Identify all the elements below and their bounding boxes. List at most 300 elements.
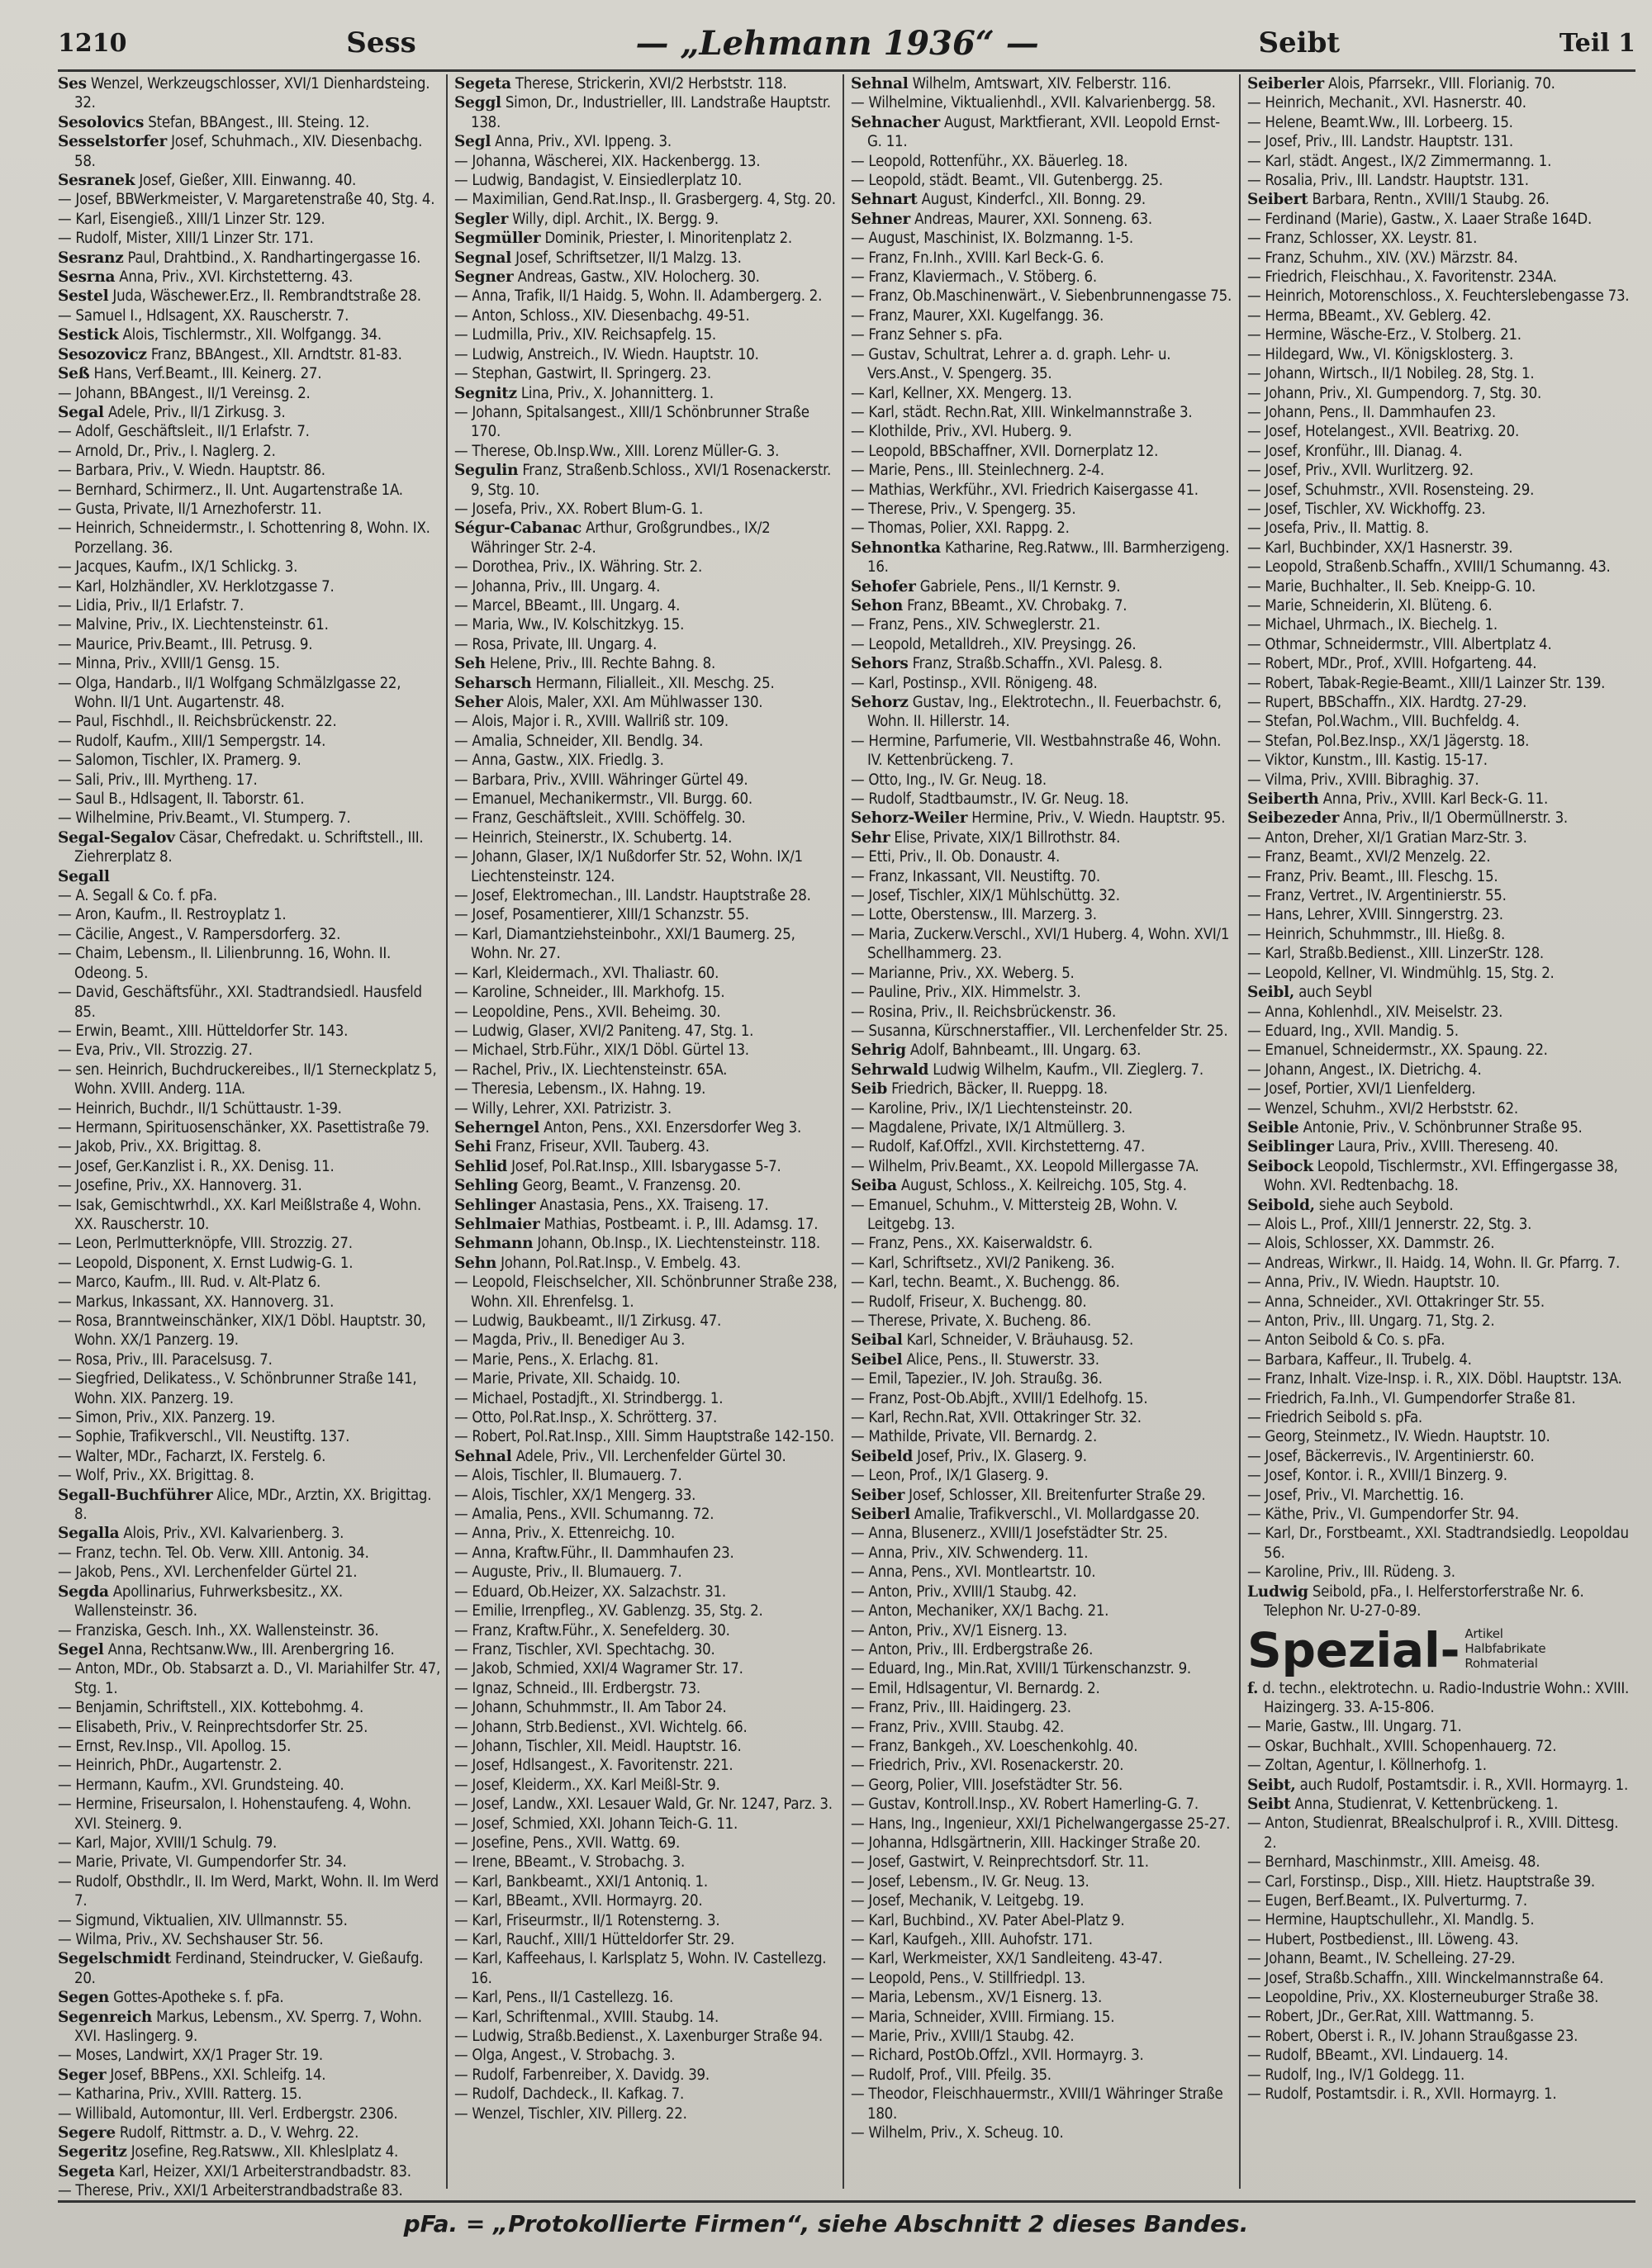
directory-entry: Sehn Johann, Pol.Rat.Insp., V. Embelg. 43.: [454, 1254, 741, 1272]
directory-entry: Segnal Josef, Schriftsetzer, II/1 Malzg. 13.: [454, 249, 742, 267]
directory-entry: — Eva, Priv., VII. Strozzig. 27.: [58, 1041, 253, 1060]
directory-entry: — Barbara, Kaffeur., II. Trubelg. 4.: [1247, 1350, 1472, 1369]
directory-entry: — Karl, Holzhändler, XV. Herklotzgasse 7.: [58, 577, 335, 595]
surname: Sehnal: [851, 75, 909, 93]
directory-entry: — Hermann, Spirituosenschänker, XX. Pasettistraße 79.: [58, 1118, 430, 1136]
directory-entry: — Anton, Priv., III. Erdbergstraße 26.: [851, 1640, 1094, 1658]
surname: Seharsch: [454, 674, 532, 692]
directory-entry: Sehmann Johann, Ob.Insp., IX. Liechtensteinstr. 118.: [454, 1235, 820, 1253]
directory-entry: — Jakob, Schmied, XXI/4 Wagramer Str. 17.: [454, 1660, 743, 1678]
directory-entry: Segelschmidt Ferdinand, Steindrucker, V. Gießaufg. 20.: [58, 1950, 424, 1987]
directory-entry: — Franz Sehner s. pFa.: [851, 326, 1003, 344]
directory-entry: — Johann, Priv., XI. Gumpendorg. 7, Stg. 30.: [1247, 384, 1542, 402]
directory-entry: — Heinrich, Steinerstr., IX. Schubertg. 14.: [454, 828, 733, 847]
directory-entry: — Marie, Gastw., III. Ungarg. 71.: [1247, 1718, 1462, 1736]
directory-entry: — Moses, Landwirt, XX/1 Prager Str. 19.: [58, 2047, 323, 2065]
directory-entry: — Sali, Priv., III. Myrtheng. 17.: [58, 771, 258, 789]
directory-entry: Segner Andreas, Gastw., XIV. Holocherg. 30.: [454, 268, 760, 287]
directory-entry: — Heinrich, PhDr., Augartenstr. 2.: [58, 1757, 282, 1775]
surname: Sehnontka: [851, 539, 941, 557]
surname: Ludwig: [1247, 1582, 1308, 1601]
surname: Seh: [454, 655, 486, 673]
surname: Seher: [454, 694, 503, 711]
directory-entry: — Josefa, Priv., II. Mattig. 8.: [1247, 520, 1429, 538]
directory-entry: — Hermine, Hauptschullehr., XI. Mandlg. 5.: [1247, 1911, 1535, 1929]
directory-entry: — Franz, techn. Tel. Ob. Verw. XIII. Antonig. 34.: [58, 1544, 369, 1562]
directory-entry: — Rupert, BBSchaffn., XIX. Hardtg. 27-29.: [1247, 694, 1527, 711]
surname: Sehn: [454, 1254, 497, 1272]
ad-subtext-line: Artikel: [1464, 1625, 1503, 1641]
surname: Seibt: [1247, 1795, 1291, 1813]
surname: Segeta: [454, 75, 511, 93]
directory-entry: — Aron, Kaufm., II. Restroyplatz 1.: [58, 906, 287, 924]
surname: Sesrna: [58, 268, 116, 287]
directory-entry: Segal Adele, Priv., II/1 Zirkusg. 3.: [58, 403, 286, 421]
directory-entry: — Josef, Tischler, XV. Wickhoffg. 23.: [1247, 500, 1486, 518]
directory-entry: — Anna, Pens., XVI. Montleartstr. 10.: [851, 1563, 1096, 1582]
surname: Sehnart: [851, 191, 918, 209]
directory-entry: — Carl, Forstinsp., Disp., XIII. Hietz. Hauptstraße 39.: [1247, 1872, 1595, 1891]
directory-entry: — Alois, Tischler, XX/1 Mengerg. 33.: [454, 1486, 696, 1504]
directory-entry: Seibal Karl, Schneider, V. Bräuhausg. 52.: [851, 1331, 1134, 1350]
surname: Sehrwald: [851, 1060, 929, 1079]
directory-entry: — Marie, Private, XII. Schaidg. 10.: [454, 1370, 681, 1388]
header-left-word: Sess: [346, 26, 416, 59]
directory-entry: Segl Anna, Priv., XVI. Ippeng. 3.: [454, 133, 672, 151]
page-header: [58, 18, 1635, 68]
surname: Sehner: [851, 210, 911, 228]
directory-entry: — Arnold, Dr., Priv., I. Naglerg. 2.: [58, 442, 276, 460]
directory-entry: Segen Gottes-Apotheke s. f. pFa.: [58, 1989, 284, 2007]
directory-entry: — Bernhard, Maschinmstr., XIII. Ameisg. 48.: [1247, 1853, 1540, 1872]
directory-entry: — Franz, Inkassant, VII. Neustiftg. 70.: [851, 867, 1100, 885]
directory-entry: Sestel Juda, Wäschewer.Erz., II. Rembrandtstraße 28.: [58, 287, 421, 306]
directory-entry: — Leopold, Disponent, X. Ernst Ludwig-G. 1.: [58, 1254, 354, 1272]
directory-entry: — Chaim, Lebensm., II. Lilienbrunng. 16, Wohn. II. Odeong. 5.: [58, 945, 392, 982]
directory-entry: Sehnart August, Kinderfcl., XII. Bonng. 29.: [851, 191, 1146, 209]
directory-entry: — Therese, Ob.Insp.Ww., XIII. Lorenz Müller-G. 3.: [454, 442, 780, 460]
directory-entry: — Karl, Straßb.Bedienst., XIII. LinzerStr. 128.: [1247, 945, 1544, 963]
directory-entry: — Erwin, Beamt., XIII. Hütteldorfer Str. 143.: [58, 1022, 349, 1040]
directory-entry: Segeta Karl, Heizer, XXI/1 Arbeiterstrandbadstr. 83.: [58, 2162, 411, 2180]
directory-entry: — Walter, MDr., Facharzt, IX. Ferstelg. 6.: [58, 1447, 326, 1465]
directory-entry: — Josefine, Pens., XVII. Wattg. 69.: [454, 1834, 680, 1852]
surname: Segall-Buchführer: [58, 1486, 213, 1504]
directory-entry: Seibel Alice, Pens., II. Stuwerstr. 33.: [851, 1350, 1099, 1369]
surname: Seibal: [851, 1331, 903, 1350]
directory-entry: — Emilie, Irrenpfleg., XV. Gablenzg. 35, Stg. 2.: [454, 1602, 763, 1620]
directory-entry: — Johann, Spitalsangest., XIII/1 Schönbrunner Straße 170.: [454, 403, 809, 441]
directory-entry: — Rudolf, Mister, XIII/1 Linzer Str. 171.: [58, 230, 314, 248]
directory-entry: — Etti, Priv., II. Ob. Donaustr. 4.: [851, 848, 1061, 866]
surname: Segenreich: [58, 2008, 153, 2026]
directory-entry: — Marie, Priv., XVIII/1 Staubg. 42.: [851, 2028, 1075, 2046]
surname: Segal-Segalov: [58, 828, 175, 847]
surname: Sehorz-Weiler: [851, 809, 968, 828]
directory-entry: — Heinrich, Schneidermstr., I. Schottenring 8, Wohn. IX. Porzellang. 36.: [58, 520, 430, 557]
directory-entry: Sehon Franz, BBeamt., XV. Chrobakg. 7.: [851, 596, 1127, 614]
directory-entry: — Friedrich, Fa.Inh., VI. Gumpendorfer Straße 81.: [1247, 1389, 1576, 1407]
directory-entry: — Josef, BBWerkmeister, V. Margaretenstraße 40, Stg. 4.: [58, 191, 435, 209]
directory-entry: — Josef, Tischler, XIX/1 Mühlschüttg. 32.: [851, 887, 1120, 905]
directory-entry: — Johann, Angest., IX. Dietrichg. 4.: [1247, 1060, 1482, 1079]
surname: Segeta: [58, 2162, 115, 2180]
directory-entry: — Karl, Kleidermach., XVI. Thaliastr. 60.: [454, 964, 719, 982]
directory-entry: Sesolovics Stefan, BBAngest., III. Steing. 12.: [58, 113, 370, 131]
directory-entry: — Franz, Klaviermach., V. Stöberg. 6.: [851, 268, 1097, 287]
directory-entry: Seh Helene, Priv., III. Rechte Bahng. 8.: [454, 655, 716, 673]
directory-entry: — Viktor, Kunstm., III. Kastig. 15-17.: [1247, 752, 1488, 770]
directory-entry: Seiblinger Laura, Priv., XVIII. Thereseng. 40.: [1247, 1138, 1559, 1156]
directory-entry: — Ferdinand (Marie), Gastw., X. Laaer Straße 164D.: [1247, 210, 1592, 228]
surname: Sehlid: [454, 1157, 508, 1175]
directory-entry: — Ludwig, Baukbeamt., II/1 Zirkusg. 47.: [454, 1312, 722, 1330]
directory-entry: — Marie, Pens., III. Steinlechnerg. 2-4.: [851, 462, 1104, 480]
directory-entry: Sehrwald Ludwig Wilhelm, Kaufm., VII. Zieglerg. 7.: [851, 1060, 1203, 1079]
directory-entry: — Anna, Trafik, II/1 Haidg. 5, Wohn. II. Adambergerg. 2.: [454, 287, 823, 306]
directory-entry: — Karl, Kellner, XX. Mengerg. 13.: [851, 384, 1072, 402]
directory-entry: — Josefa, Priv., XX. Robert Blum-G. 1.: [454, 500, 704, 518]
directory-entry: — Maximilian, Gend.Rat.Insp., II. Grasbergerg. 4, Stg. 20.: [454, 191, 836, 209]
directory-entry: Seiber Josef, Schlosser, XII. Breitenfurter Straße 29.: [851, 1486, 1206, 1504]
directory-entry: — Wilhelm, Priv.Beamt., XX. Leopold Millergasse 7A.: [851, 1157, 1199, 1175]
directory-entry: — Simon, Priv., XIX. Panzerg. 19.: [58, 1409, 276, 1427]
directory-entry: Sehling Georg, Beamt., V. Franzensg. 20.: [454, 1177, 741, 1195]
directory-entry: — Johann, BBAngest., II/1 Vereinsg. 2.: [58, 384, 311, 402]
directory-entry: Ségur-Cabanac Arthur, Großgrundbes., IX/2 Währinger Str. 2-4.: [454, 520, 771, 557]
directory-entry: — Katharina, Priv., XVIII. Ratterg. 15.: [58, 2085, 302, 2104]
directory-entry: Sehrig Adolf, Bahnbeamt., III. Ungarg. 63.: [851, 1041, 1142, 1060]
directory-entry: — Josef, Hdlsangest., X. Favoritenstr. 221.: [454, 1757, 733, 1775]
directory-entry: — Heinrich, Motorenschloss., X. Feuchterslebengasse 73.: [1247, 287, 1630, 306]
directory-entry: Seger Josef, BBPens., XXI. Schleifg. 14.: [58, 2066, 326, 2084]
directory-entry: — Karl, Dr., Forstbeamt., XXI. Stadtrandsiedlg. Leopoldau 56.: [1247, 1525, 1629, 1562]
directory-entry: Sehnal Adele, Priv., VII. Lerchenfelder Gürtel 30.: [454, 1447, 786, 1465]
directory-entry: — Anton Seibold & Co. s. pFa.: [1247, 1331, 1446, 1350]
directory-entry: — Michael, Strb.Führ., XIX/1 Döbl. Gürtel 13.: [454, 1041, 749, 1060]
directory-entry: — Johann, Wirtsch., II/1 Nobileg. 28, Stg. 1.: [1247, 365, 1535, 383]
surname: Seibl,: [1247, 984, 1295, 1002]
directory-entry: — Karoline, Priv., III. Rüdeng. 3.: [1247, 1563, 1455, 1582]
directory-entry: Sehner Andreas, Maurer, XXI. Sonneng. 63.: [851, 210, 1152, 228]
directory-entry: — Friedrich, Priv., XVI. Rosenackerstr. 20.: [851, 1757, 1124, 1775]
directory-entry: — Michael, Uhrmach., IX. Biechelg. 1.: [1247, 616, 1498, 634]
directory-entry: — Gustav, Schultrat, Lehrer a. d. graph. Lehr- u. Vers.Anst., V. Spengerg. 35.: [851, 345, 1171, 383]
directory-entry: Sehlmaier Mathias, Postbeamt. i. P., III. Adamsg. 17.: [454, 1215, 819, 1233]
directory-entry: Sehnal Wilhelm, Amtswart, XIV. Felberstr. 116.: [851, 75, 1171, 93]
directory-entry: — Leopold, Rottenführ., XX. Bäuerleg. 18.: [851, 152, 1128, 170]
directory-entry: — Karl, Schriftenmal., XVIII. Staubg. 14.: [454, 2008, 719, 2026]
surname: Segen: [58, 1989, 110, 2007]
directory-entry: Seibl, auch Seybl: [1247, 984, 1373, 1002]
directory-entry: f. d. techn., elektrotechn. u. Radio-Industrie Wohn.: XVIII. Haizingerg. 33. A-15-806.: [1247, 1679, 1630, 1716]
directory-entry: — Josef, Mechanik, V. Leitgebg. 19.: [851, 1892, 1085, 1910]
surname: Segnitz: [454, 384, 517, 402]
directory-entry: — Leopold, städt. Beamt., VII. Gutenbergg. 25.: [851, 172, 1163, 190]
directory-entry: — A. Segall & Co. f. pFa.: [58, 887, 217, 905]
directory-entry: — Ludwig, Bandagist, V. Einsiedlerplatz 10.: [454, 172, 742, 190]
directory-entry: — Eugen, Berf.Beamt., IX. Pulverturmg. 7.: [1247, 1891, 1527, 1910]
directory-entry: — Anton, Schloss., XIV. Diesenbachg. 49-51.: [454, 306, 750, 325]
directory-entry: Segmüller Dominik, Priester, I. Minoritenplatz 2.: [454, 230, 792, 248]
directory-entry: — Georg, Polier, VIII. Josefstädter Str. 56.: [851, 1776, 1123, 1794]
directory-entry: — Sophie, Trafikverschl., VII. Neustiftg. 137.: [58, 1428, 350, 1446]
surname: Sesozovicz: [58, 345, 147, 363]
directory-entry: Sehi Franz, Friseur, XVII. Tauberg. 43.: [454, 1138, 710, 1156]
directory-entry: — Franz, Ob.Maschinenwärt., V. Siebenbrunnengasse 75.: [851, 287, 1232, 306]
directory-entry: — Karl, Diamantziehsteinbohr., XXI/1 Baumerg. 25, Wohn. Nr. 27.: [454, 925, 795, 963]
directory-entry: Segeta Therese, Strickerin, XVI/2 Herbststr. 118.: [454, 75, 787, 93]
directory-entry: — Leopold, Fleischselcher, XII. Schönbrunner Straße 238, Wohn. XII. Ehrenfelsg. 1.: [454, 1274, 838, 1311]
directory-entry: — Emanuel, Schuhm., V. Mittersteig 2B, Wohn. V. Leitgebg. 13.: [851, 1196, 1178, 1233]
directory-entry: Ses Wenzel, Werkzeugschlosser, XVI/1 Dienhardsteing. 32.: [58, 75, 430, 112]
page-number: 1210: [58, 28, 127, 58]
directory-entry: — Franz, Kraftw.Führ., X. Senefelderg. 30.: [454, 1621, 730, 1639]
directory-entry: — Josefine, Priv., XX. Hannoverg. 31.: [58, 1177, 302, 1195]
directory-entry: — Johann, Schuhmmstr., II. Am Tabor 24.: [454, 1699, 727, 1717]
directory-entry: Seible Antonie, Priv., V. Schönbrunner Straße 95.: [1247, 1118, 1583, 1136]
directory-entry: — Robert, JDr., Ger.Rat, XIII. Wattmanng. 5.: [1247, 2008, 1535, 2026]
directory-entry: — Wilhelmine, Viktualienhdl., XVII. Kalvarienbergg. 58.: [851, 94, 1216, 112]
directory-entry: — Franz, Inhalt. Vize-Insp. i. R., XIX. Döbl. Hauptstr. 13A.: [1247, 1370, 1622, 1388]
page-footer: pFa. = „Protokollierte Firmen“, siehe Abschnitt 2 dieses Bandes.: [403, 2210, 1249, 2237]
directory-entry: — Stephan, Gastwirt, II. Springerg. 23.: [454, 365, 711, 383]
directory-entry: Seibt, auch Rudolf, Postamtsdir. i. R., XVII. Hormayrg. 1.: [1247, 1776, 1629, 1794]
directory-entry: — Magdalene, Private, IX/1 Altmüllerg. 3.: [851, 1118, 1126, 1136]
directory-entry: — Franz, Priv., XVIII. Staubg. 42.: [851, 1718, 1065, 1736]
directory-entry: — Franz, Beamt., XVI/2 Menzelg. 22.: [1247, 848, 1491, 866]
surname: Segelschmidt: [58, 1950, 172, 1968]
directory-entry: — Karl, techn. Beamt., X. Buchengg. 86.: [851, 1274, 1120, 1292]
directory-entry: — Karl, Buchbind., XV. Pater Abel-Platz 9.: [851, 1911, 1125, 1929]
directory-entry: — Maurice, Priv.Beamt., III. Petrusg. 9.: [58, 635, 313, 653]
directory-entry: — Marianne, Priv., XX. Weberg. 5.: [851, 964, 1075, 982]
directory-entry: — Josef, Lebensm., IV. Gr. Neug. 13.: [851, 1872, 1089, 1891]
directory-entry: — David, Geschäftsführ., XXI. Stadtrandsiedl. Hausfeld 85.: [58, 984, 422, 1021]
directory-entry: — Friedrich Seibold s. pFa.: [1247, 1409, 1422, 1427]
directory-entry: — Leon, Prof., IX/1 Glaserg. 9.: [851, 1467, 1049, 1485]
directory-entry: Sesranek Josef, Gießer, XIII. Einwanng. 40.: [58, 172, 357, 190]
surname: Segmüller: [454, 230, 541, 248]
directory-entry: Sehr Elise, Private, XIX/1 Billrothstr. 84.: [851, 828, 1121, 847]
directory-entry: — Josef, Elektromechan., III. Landstr. Hauptstraße 28.: [454, 887, 811, 905]
surname: Sehlinger: [454, 1196, 536, 1214]
directory-entry: Segall-Buchführer Alice, MDr., Arztin, XX. Brigittag. 8.: [58, 1486, 432, 1524]
directory-entry: — Franz, Pens., XIV. Schweglerstr. 21.: [851, 616, 1100, 634]
directory-entry: — Anton, Mechaniker, XX/1 Bachg. 21.: [851, 1602, 1109, 1620]
directory-entry: — Marie, Pens., X. Erlachg. 81.: [454, 1350, 659, 1369]
directory-entry: — Sigmund, Viktualien, XIV. Ullmannstr. 55.: [58, 1911, 348, 1929]
columns-container: [58, 74, 1635, 2200]
directory-entry: — Johann, Pens., II. Dammhaufen 23.: [1247, 403, 1496, 421]
directory-entry: — Alois L., Prof., XIII/1 Jennerstr. 22, Stg. 3.: [1247, 1215, 1532, 1233]
surname: Sehorz: [851, 694, 909, 711]
directory-entry: — Therese, Private, X. Bucheng. 86.: [851, 1312, 1091, 1330]
directory-entry: — Johanna, Hdlsgärtnerin, XIII. Hackinger Straße 20.: [851, 1834, 1201, 1852]
directory-entry: — Jacques, Kaufm., IX/1 Schlickg. 3.: [58, 558, 298, 576]
directory-entry: — Emanuel, Mechanikermstr., VII. Burgg. 60.: [454, 790, 752, 809]
directory-entry: — Anton, MDr., Ob. Stabsarzt a. D., VI. Mariahilfer Str. 47, Stg. 1.: [58, 1660, 441, 1697]
directory-entry: — Leon, Perlmutterknöpfe, VIII. Strozzig. 27.: [58, 1235, 353, 1253]
surname: Segl: [454, 133, 491, 151]
directory-entry: — Johann, Tischler, XII. Meidl. Hauptstr. 16.: [454, 1737, 742, 1755]
column-4: [1247, 74, 1635, 2189]
directory-entry: — Anna, Kohlenhdl., XIV. Meiselstr. 23.: [1247, 1003, 1503, 1021]
directory-entry: — Wilhelm, Priv., X. Scheug. 10.: [851, 2124, 1064, 2142]
directory-entry: — Siegfried, Delikatess., V. Schönbrunner Straße 141, Wohn. XIX. Panzerg. 19.: [58, 1370, 417, 1407]
directory-entry: — Maria, Zuckerw.Verschl., XVI/1 Huberg. 4, Wohn. XVI/1 Schellhammerg. 23.: [851, 925, 1230, 963]
surname: Seiberler: [1247, 75, 1324, 93]
directory-entry: — Maria, Lebensm., XV/1 Eisnerg. 13.: [851, 1989, 1102, 2007]
directory-entry: — Karl, Kaffeehaus, I. Karlsplatz 5, Wohn. IV. Castellezg. 16.: [454, 1950, 827, 1987]
directory-entry: — Robert, MDr., Prof., XVIII. Hofgarteng. 44.: [1247, 655, 1537, 673]
directory-entry: — Josef, Landw., XXI. Lesauer Wald, Gr. Nr. 1247, Parz. 3.: [454, 1796, 833, 1814]
directory-entry: — Anna, Blusenerz., XVIII/1 Josefstädter Str. 25.: [851, 1525, 1168, 1543]
directory-entry: Segda Apollinarius, Fuhrwerksbesitz., XX. Wallensteinstr. 36.: [58, 1582, 343, 1620]
directory-entry: — Irene, BBeamt., V. Strobachg. 3.: [454, 1853, 685, 1872]
surname: Seß: [58, 365, 90, 383]
directory-entry: — Mathias, Werkführ., XVI. Friedrich Kaisergasse 41.: [851, 481, 1199, 499]
directory-entry: — Minna, Priv., XVIII/1 Gensg. 15.: [58, 655, 280, 673]
directory-entry: — Franz, Maurer, XXI. Kugelfangg. 36.: [851, 306, 1104, 325]
directory-entry: Segel Anna, Rechtsanw.Ww., III. Arenbergring 16.: [58, 1640, 395, 1658]
surname: Segnal: [454, 249, 512, 267]
directory-entry: — Leopold, Pens., V. Stillfriedpl. 13.: [851, 1969, 1085, 1987]
surname: Seibeld: [851, 1447, 914, 1465]
directory-entry: — Johann, Beamt., IV. Schelleing. 27-29.: [1247, 1950, 1516, 1968]
surname: Sehr: [851, 828, 890, 847]
directory-entry: — Karl, BBeamt., XVII. Hormayrg. 20.: [454, 1892, 703, 1910]
surname: Seherngel: [454, 1118, 540, 1136]
directory-entry: — Susanna, Kürschnerstaffier., VII. Lerchenfelder Str. 25.: [851, 1022, 1228, 1040]
directory-entry: — Eduard, Ob.Heizer, XX. Salzachstr. 31.: [454, 1582, 726, 1601]
surname: Seiblinger: [1247, 1138, 1334, 1156]
directory-entry: — Wilhelmine, Priv.Beamt., VI. Stumperg. 7.: [58, 809, 351, 828]
directory-entry: — August, Maschinist, IX. Bolzmanng. 1-5.: [851, 230, 1133, 248]
column-3: [851, 74, 1241, 2189]
surname: Sehnacher: [851, 113, 941, 131]
directory-entry: — Robert, Oberst i. R., IV. Johann Straußgasse 23.: [1247, 2027, 1578, 2045]
directory-entry: — Josef, Straßb.Schaffn., XIII. Winckelmannstraße 64.: [1247, 1969, 1604, 1987]
directory-entry: — Saul B., Hdlsagent, II. Taborstr. 61.: [58, 790, 305, 809]
directory-entry: — Ludmilla, Priv., XIV. Reichsapfelg. 15.: [454, 326, 716, 344]
directory-entry: Seib Friedrich, Bäcker, II. Rueppg. 18.: [851, 1080, 1108, 1098]
directory-entry: Sehofer Gabriele, Pens., II/1 Kernstr. 9.: [851, 577, 1121, 595]
surname: Segel: [58, 1640, 104, 1658]
directory-entry: — Franz, Fn.Inh., XVIII. Karl Beck-G. 6.: [851, 249, 1104, 267]
directory-entry: — Marie, Private, VI. Gumpendorfer Str. 34.: [58, 1853, 347, 1872]
directory-entry: — Rudolf, Obsthdlr., II. Im Werd, Markt, Wohn. II. Im Werd 7.: [58, 1872, 439, 1910]
directory-entry: Sehorz-Weiler Hermine, Priv., V. Wiedn. Hauptstr. 95.: [851, 809, 1226, 828]
directory-entry: — Karl, Postinsp., XVII. Rönigeng. 48.: [851, 674, 1098, 692]
directory-entry: — Stefan, Pol.Wachm., VIII. Buchfeldg. 4.: [1247, 713, 1520, 731]
directory-entry: — Elisabeth, Priv., V. Reinprechtsdorfer Str. 25.: [58, 1718, 368, 1736]
directory-entry: — Hermine, Parfumerie, VII. Westbahnstraße 46, Wohn. IV. Kettenbrückeng. 7.: [851, 732, 1222, 770]
directory-entry: — Karl, Kaufgeh., XIII. Auhofstr. 171.: [851, 1931, 1093, 1948]
directory-entry: Sesselstorfer Josef, Schuhmach., XIV. Diesenbachg. 58.: [58, 133, 423, 170]
directory-entry: Sesozovicz Franz, BBAngest., XII. Arndtstr. 81-83.: [58, 345, 402, 363]
directory-entry: — Anna, Priv., X. Ettenreichg. 10.: [454, 1525, 676, 1543]
directory-entry: — Josef, Kronführ., III. Dianag. 4.: [1247, 442, 1463, 460]
directory-entry: — Robert, Tabak-Regie-Beamt., XIII/1 Lainzer Str. 139.: [1247, 674, 1606, 692]
directory-entry: Sesrna Anna, Priv., XVI. Kirchstetterng. 43.: [58, 268, 354, 287]
surname: Segall: [58, 867, 110, 885]
surname: Seggl: [454, 94, 501, 112]
surname: Seib: [851, 1080, 888, 1098]
directory-entry: Sestick Alois, Tischlermstr., XII. Wolfgangg. 34.: [58, 326, 382, 344]
surname: Sehlmaier: [454, 1215, 540, 1233]
directory-entry: — Franz, Schuhm., XIV. (XV.) Märzstr. 84.: [1247, 249, 1518, 267]
directory-entry: — Rosalia, Priv., III. Landstr. Hauptstr. 131.: [1247, 172, 1529, 190]
directory-entry: — Leopold, Metalldreh., XIV. Preysingg. 26.: [851, 635, 1137, 653]
directory-entry: — Samuel I., Hdlsagent, XX. Rauscherstr. 7.: [58, 306, 349, 325]
directory-entry: — Isak, Gemischtwrhdl., XX. Karl Meißlstraße 4, Wohn. XX. Rauscherstr. 10.: [58, 1196, 421, 1233]
directory-entry: — Emanuel, Schneidermstr., XX. Spaung. 22.: [1247, 1041, 1548, 1060]
directory-entry: — Eduard, Ing., XVII. Mandig. 5.: [1247, 1022, 1459, 1040]
surname: Segere: [58, 2124, 116, 2142]
directory-entry: — Mathilde, Private, VII. Bernardg. 2.: [851, 1428, 1098, 1446]
directory-entry: — Dorothea, Priv., IX. Währing. Str. 2.: [454, 558, 703, 576]
directory-entry: — Rosa, Private, III. Ungarg. 4.: [454, 635, 657, 653]
directory-entry: — Maria, Ww., IV. Kolschitzkyg. 15.: [454, 616, 685, 634]
directory-entry: — Karl, Eisengieß., XIII/1 Linzer Str. 129.: [58, 210, 325, 228]
directory-entry: — Franziska, Gesch. Inh., XX. Wallensteinstr. 36.: [58, 1621, 379, 1639]
directory-entry: — Therese, Priv., XXI/1 Arbeiterstrandbadstraße 83.: [58, 2182, 403, 2200]
directory-entry: — Gustav, Kontroll.Insp., XV. Robert Hamerling-G. 7.: [851, 1796, 1199, 1814]
directory-entry: — Rosa, Priv., III. Paracelsusg. 7.: [58, 1350, 273, 1369]
surname: Ségur-Cabanac: [454, 520, 582, 538]
footer-rule: [58, 2200, 1635, 2203]
directory-entry: — Marco, Kaufm., III. Rud. v. Alt-Platz 6.: [58, 1274, 321, 1292]
directory-entry: Seiberl Amalie, Trafikverschl., VI. Mollardgasse 20.: [851, 1506, 1200, 1524]
directory-entry: Seherngel Anton, Pens., XXI. Enzersdorfer Weg 3.: [454, 1118, 802, 1136]
directory-entry: — Hubert, Postbedienst., III. Löweng. 43.: [1247, 1930, 1519, 1948]
directory-entry: [58, 867, 441, 886]
directory-entry: — Heinrich, Schuhmmstr., III. Hießg. 8.: [1247, 925, 1506, 943]
directory-entry: Sehors Franz, Straßb.Schaffn., XVI. Palesg. 8.: [851, 655, 1163, 673]
directory-entry: — Rudolf, Friseur, X. Buchengg. 80.: [851, 1293, 1087, 1311]
directory-entry: — Johann, Strb.Bedienst., XVI. Wichtelg. 66.: [454, 1718, 748, 1736]
header-right-word: Seibt: [1258, 26, 1341, 59]
directory-entry: — Salomon, Tischler, IX. Pramerg. 9.: [58, 752, 301, 770]
directory-entry: — Rudolf, Postamtsdir. i. R., XVII. Hormayrg. 1.: [1247, 2085, 1557, 2104]
surname: Sehrig: [851, 1041, 906, 1060]
directory-entry: — Heinrich, Mechanit., XVI. Hasnerstr. 40.: [1247, 94, 1526, 112]
directory-entry: — Alois, Tischler, II. Blumauerg. 7.: [454, 1467, 682, 1485]
surname: Seibel: [851, 1350, 903, 1369]
directory-entry: Seiba August, Schloss., X. Keilreichg. 105, Stg. 4.: [851, 1177, 1187, 1195]
directory-entry: — Auguste, Priv., II. Blumauerg. 7.: [454, 1563, 682, 1582]
directory-entry: — Hans, Ing., Ingenieur, XXI/1 Pichelwangergasse 25-27.: [851, 1815, 1231, 1833]
directory-entry: — Amalia, Pens., XVII. Schumanng. 72.: [454, 1506, 714, 1524]
directory-entry: Seibeld Josef, Priv., IX. Glaserg. 9.: [851, 1447, 1087, 1465]
surname: Seger: [58, 2066, 107, 2084]
directory-entry: — Hermine, Wäsche-Erz., V. Stolberg. 21.: [1247, 326, 1521, 344]
directory-entry: — Bernhard, Schirmerz., II. Unt. Augartenstraße 1A.: [58, 481, 403, 499]
surname: Segda: [58, 1582, 109, 1601]
directory-entry: — Karl, Buchbinder, XX/1 Hasnerstr. 39.: [1247, 539, 1513, 557]
ad-headline: Spezial-: [1247, 1621, 1460, 1678]
directory-entry: — Emil, Hdlsagentur, VI. Bernardg. 2.: [851, 1679, 1100, 1697]
directory-entry: Segler Willy, dipl. Archit., IX. Bergg. 9.: [454, 210, 719, 228]
directory-entry: — Leopold, Kellner, VI. Windmühlg. 15, Stg. 2.: [1247, 964, 1555, 982]
directory-entry: — Ludwig, Anstreich., IV. Wiedn. Hauptstr. 10.: [454, 345, 759, 363]
directory-entry: Segulin Franz, Straßenb.Schloss., XVI/1 Rosenackerstr. 9, Stg. 10.: [454, 462, 832, 499]
directory-entry: — Gusta, Private, II/1 Arnezhoferstr. 11.: [58, 500, 322, 518]
directory-entry: — Alois, Major i. R., XVIII. Wallriß str. 109.: [454, 713, 729, 731]
directory-entry: Seiberth Anna, Priv., XVIII. Karl Beck-G. 11.: [1247, 790, 1548, 809]
surname: Sesolovics: [58, 113, 145, 131]
